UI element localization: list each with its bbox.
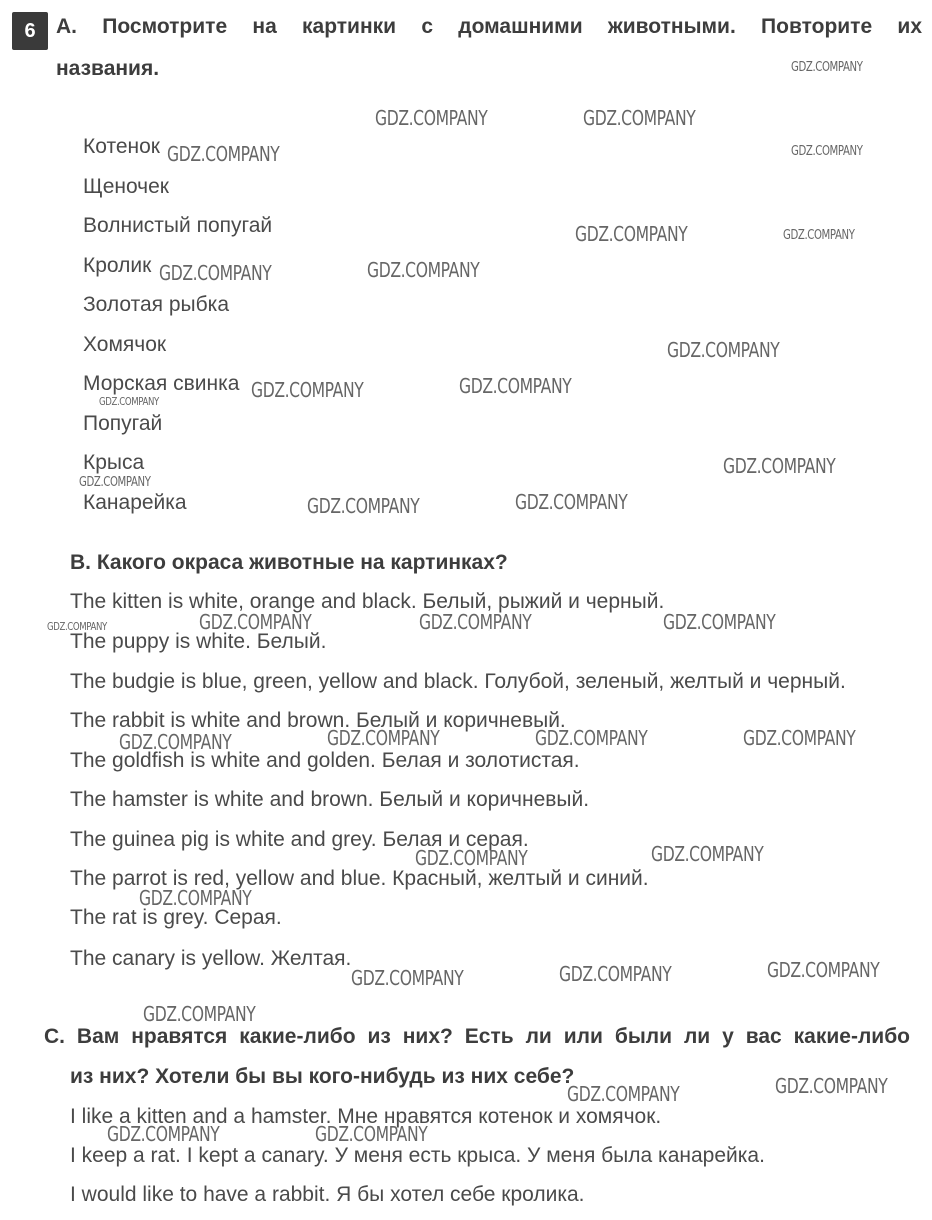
watermark: GDZ.COMPANY xyxy=(575,222,688,246)
section-c-heading-line1: C. Вам нравятся какие-либо из них? Есть ли или были ли у вас какие-либо xyxy=(44,1025,910,1048)
preference-answer-line: I like a kitten and a hamster. Мне нравятся котенок и хомячок. xyxy=(70,1105,662,1128)
color-answer-line: The hamster is white and brown. Белый и коричневый. xyxy=(70,788,590,811)
animal-name: Котенок xyxy=(83,135,160,158)
watermark: GDZ.COMPANY xyxy=(139,886,252,910)
color-answer-line: The parrot is red, yellow and blue. Красный, желтый и синий. xyxy=(70,867,649,890)
watermark: GDZ.COMPANY xyxy=(783,228,855,243)
animal-name: Золотая рыбка xyxy=(83,293,230,316)
color-answer-line: The budgie is blue, green, yellow and black. Голубой, зеленый, желтый и черный. xyxy=(70,670,846,693)
color-answer-line: The kitten is white, orange and black. Белый, рыжий и черный. xyxy=(70,590,665,613)
watermark: GDZ.COMPANY xyxy=(107,1122,220,1146)
watermark: GDZ.COMPANY xyxy=(743,726,856,750)
watermark: GDZ.COMPANY xyxy=(567,1082,680,1106)
watermark: GDZ.COMPANY xyxy=(515,490,628,514)
watermark: GDZ.COMPANY xyxy=(251,378,364,402)
watermark: GDZ.COMPANY xyxy=(143,1002,256,1026)
watermark: GDZ.COMPANY xyxy=(583,106,696,130)
animal-name: Канарейка xyxy=(83,491,187,514)
watermark: GDZ.COMPANY xyxy=(459,374,572,398)
watermark: GDZ.COMPANY xyxy=(307,494,420,518)
watermark: GDZ.COMPANY xyxy=(167,142,280,166)
watermark: GDZ.COMPANY xyxy=(315,1122,428,1146)
animal-name: Попугай xyxy=(83,412,163,435)
task-number-badge: 6 xyxy=(12,12,48,50)
watermark: GDZ.COMPANY xyxy=(47,620,107,633)
watermark: GDZ.COMPANY xyxy=(535,726,648,750)
watermark: GDZ.COMPANY xyxy=(199,610,312,634)
watermark: GDZ.COMPANY xyxy=(559,962,672,986)
section-a-heading-line2: названия. xyxy=(56,57,160,80)
color-answer-line: The guinea pig is white and grey. Белая и серая. xyxy=(70,828,529,851)
color-answer-line: The rabbit is white and brown. Белый и коричневый. xyxy=(70,709,566,732)
animal-name: Крыса xyxy=(83,451,145,474)
section-a-heading-line1: A. Посмотрите на картинки с домашними животными. Повторите их xyxy=(56,15,922,38)
animal-name: Кролик xyxy=(83,254,152,277)
section-c-heading-line2: из них? Хотели бы вы кого-нибудь из них себе? xyxy=(70,1065,575,1088)
watermark: GDZ.COMPANY xyxy=(651,842,764,866)
watermark: GDZ.COMPANY xyxy=(723,454,836,478)
preference-answer-line: I would like to have a rabbit. Я бы хотел себе кролика. xyxy=(70,1183,585,1206)
animal-name: Морская свинка xyxy=(83,372,240,395)
watermark: GDZ.COMPANY xyxy=(419,610,532,634)
watermark: GDZ.COMPANY xyxy=(99,395,159,408)
color-answer-line: The rat is grey. Серая. xyxy=(70,906,282,929)
watermark: GDZ.COMPANY xyxy=(327,726,440,750)
watermark: GDZ.COMPANY xyxy=(791,60,863,75)
watermark: GDZ.COMPANY xyxy=(79,475,151,490)
watermark: GDZ.COMPANY xyxy=(159,261,272,285)
watermark: GDZ.COMPANY xyxy=(775,1074,888,1098)
watermark: GDZ.COMPANY xyxy=(767,958,880,982)
watermark: GDZ.COMPANY xyxy=(119,730,232,754)
preference-answer-line: I keep a rat. I kept a canary. У меня есть крыса. У меня была канарейка. xyxy=(70,1144,765,1167)
watermark: GDZ.COMPANY xyxy=(791,144,863,159)
watermark: GDZ.COMPANY xyxy=(351,966,464,990)
watermark: GDZ.COMPANY xyxy=(415,846,528,870)
color-answer-line: The goldfish is white and golden. Белая и золотистая. xyxy=(70,749,580,772)
animal-name: Волнистый попугай xyxy=(83,214,273,237)
animal-name: Щеночек xyxy=(83,175,169,198)
watermark: GDZ.COMPANY xyxy=(667,338,780,362)
animal-name: Хомячок xyxy=(83,333,167,356)
watermark: GDZ.COMPANY xyxy=(367,258,480,282)
section-b-heading: B. Какого окраса животные на картинках? xyxy=(70,551,508,574)
watermark: GDZ.COMPANY xyxy=(663,610,776,634)
color-answer-line: The puppy is white. Белый. xyxy=(70,630,327,653)
watermark: GDZ.COMPANY xyxy=(375,106,488,130)
color-answer-line: The canary is yellow. Желтая. xyxy=(70,947,352,970)
